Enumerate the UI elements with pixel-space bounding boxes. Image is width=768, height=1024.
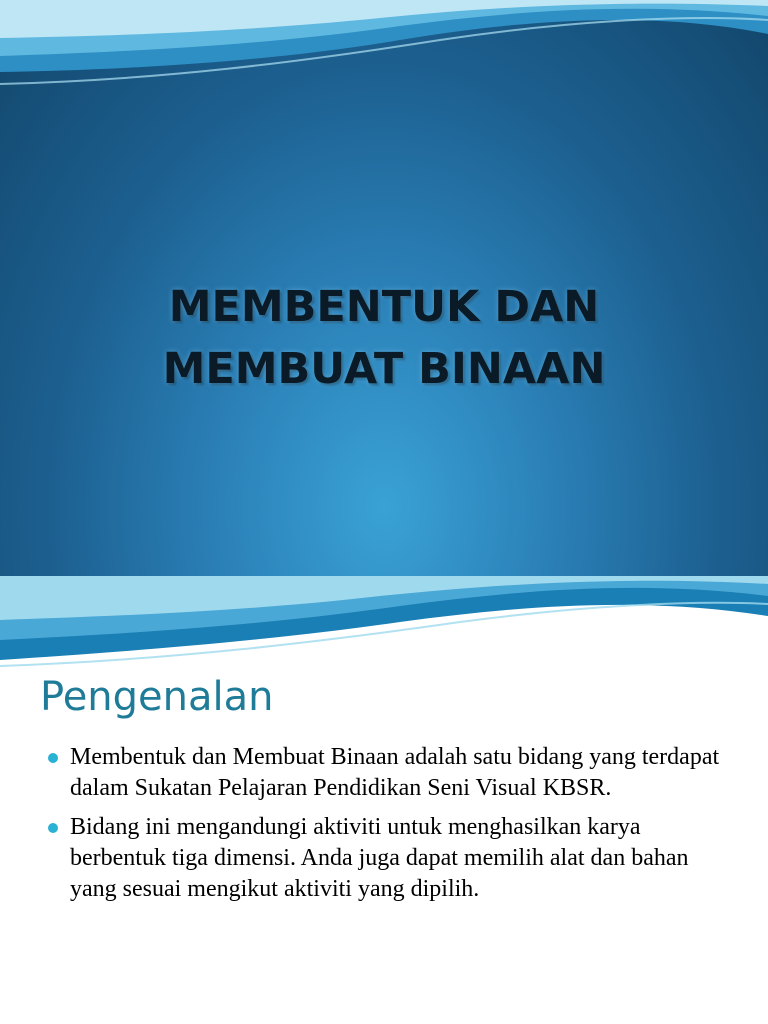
title-line-1: MEMBENTUK DAN <box>168 282 600 332</box>
header-wave-decoration <box>0 576 768 676</box>
bullet-dot-icon <box>48 823 58 833</box>
top-wave-decoration <box>0 0 768 100</box>
slide-heading: Pengenalan <box>40 674 274 720</box>
bullet-list <box>48 742 728 913</box>
title-line-2: MEMBUAT BINAAN <box>162 344 606 394</box>
slide-title <box>0 276 768 400</box>
bullet-text-2: Bidang ini mengandungi aktiviti untuk menghasilkan karya berbentuk tiga dimensi. Anda juga dapat memilih alat dan bahan yang sesuai mengikut aktiviti yang dipilih. <box>70 814 689 902</box>
bullet-text-1: Membentuk dan Membuat Binaan adalah satu bidang yang terdapat dalam Sukatan Pelajaran Pendidikan Seni Visual KBSR. <box>70 744 720 801</box>
content-slide <box>0 576 768 1024</box>
bullet-item-2 <box>48 812 728 905</box>
bullet-dot-icon <box>48 753 58 763</box>
bullet-item-1 <box>48 742 728 804</box>
